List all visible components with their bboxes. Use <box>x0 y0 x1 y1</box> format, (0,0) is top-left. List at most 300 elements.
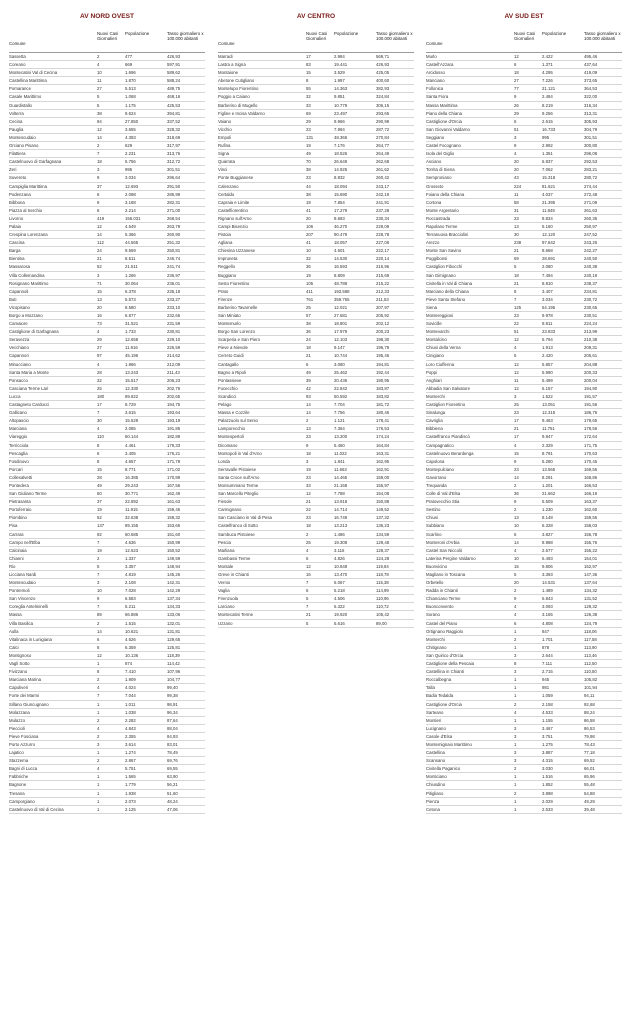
cell-tasso: 118,39 <box>167 652 180 658</box>
cell-comune: Chiesina Uzzanese <box>218 248 256 254</box>
cell-tasso: 241,91 <box>376 199 390 205</box>
cell-comune: San Quirico d'Orcia <box>426 652 464 658</box>
cell-comune: Buonconvento <box>426 604 454 610</box>
table-row <box>9 85 205 93</box>
cell-comune: Cerreto Guidi <box>218 353 244 359</box>
cell-popolazione: 16.733 <box>542 126 556 132</box>
cell-tasso: 272,48 <box>584 191 598 197</box>
cell-tasso: 129,65 <box>167 636 181 642</box>
cell-tasso: 301,51 <box>167 167 181 173</box>
cell-comune: Lajatico <box>9 750 24 756</box>
table-row <box>218 150 414 158</box>
cell-tasso: 192,44 <box>376 369 390 375</box>
cell-tasso: 114,42 <box>167 661 180 667</box>
table-row <box>9 668 205 676</box>
cell-nuovi-casi: 1 <box>514 693 517 699</box>
cell-popolazione: 18.526 <box>334 151 348 157</box>
cell-comune: Montepulciano <box>426 466 454 472</box>
cell-popolazione: 847 <box>542 628 550 634</box>
table-row <box>9 150 205 158</box>
cell-tasso: 118,78 <box>376 572 389 577</box>
cell-nuovi-casi: 110 <box>97 434 104 440</box>
cell-comune: Prato <box>218 288 229 294</box>
cell-tasso: 204,88 <box>584 361 598 367</box>
cell-nuovi-casi: 1 <box>514 798 517 804</box>
cell-comune: Pieve Fosciana <box>9 733 39 739</box>
cell-comune: Calcinaia <box>9 547 27 553</box>
cell-nuovi-casi: 27 <box>97 86 102 92</box>
table-row <box>9 126 205 134</box>
cell-tasso: 99,38 <box>167 693 178 699</box>
cell-tasso: 262,68 <box>376 159 390 165</box>
cell-popolazione: 1.779 <box>125 782 136 788</box>
cell-comune: Castel del Piano <box>426 620 458 626</box>
cell-nuovi-casi: 1 <box>514 628 517 634</box>
cell-tasso: 246,74 <box>167 256 181 262</box>
cell-nuovi-casi: 41 <box>306 207 311 213</box>
cell-comune: Grosseto <box>426 183 444 189</box>
table-row <box>426 199 622 207</box>
cell-tasso: 206,61 <box>584 353 598 359</box>
cell-popolazione: 14.531 <box>542 580 556 586</box>
cell-comune: Montereggioni <box>426 313 454 318</box>
cell-comune: Bagno a Ripoli <box>218 369 246 375</box>
cell-popolazione: 5.751 <box>125 766 136 772</box>
cell-comune: Castelfranco di Sotto <box>218 523 258 529</box>
table-row <box>9 385 205 393</box>
table-row <box>9 563 205 571</box>
cell-nuovi-casi: 18 <box>514 70 519 76</box>
cell-comune: Castagneto Carducci <box>9 402 50 408</box>
cell-nuovi-casi: 4 <box>514 547 517 553</box>
cell-comune: Isola del Giglio <box>426 151 455 157</box>
cell-popolazione: 8.683 <box>334 215 345 221</box>
cell-nuovi-casi: 13 <box>514 223 519 229</box>
cell-comune: Capolona <box>426 458 445 464</box>
cell-tasso: 233,27 <box>167 296 181 302</box>
cell-comune: Santa Maria a Monte <box>9 369 49 375</box>
cell-comune: Borgo San Lorenzo <box>218 329 256 335</box>
cell-comune: Lucca <box>9 393 21 399</box>
cell-popolazione: 22.842 <box>334 385 348 391</box>
cell-popolazione: 5.513 <box>125 86 136 92</box>
cell-nuovi-casi: 3 <box>514 725 517 731</box>
cell-popolazione: 13.565 <box>542 466 556 472</box>
cell-nuovi-casi: 38 <box>306 191 311 197</box>
cell-tasso: 159,46 <box>167 507 181 513</box>
cell-popolazione: 2.282 <box>125 717 136 723</box>
cell-comune: Montelupo Fiorentino <box>218 86 259 92</box>
header-popolazione: Popolazione <box>125 31 150 36</box>
cell-tasso: 170,63 <box>584 450 598 456</box>
cell-comune: Loro Ciuffenna <box>426 361 455 367</box>
table-row <box>9 458 205 466</box>
cell-nuovi-casi: 1 <box>97 701 100 707</box>
cell-comune: Siena <box>426 304 437 310</box>
table-row <box>218 247 414 255</box>
cell-nuovi-casi: 4 <box>514 345 517 351</box>
cell-tasso: 179,65 <box>584 418 598 424</box>
cell-comune: Londa <box>218 458 230 464</box>
cell-comune: San Giovanni Valdarno <box>426 126 470 132</box>
cell-nuovi-casi: 8 <box>97 442 100 448</box>
table-row <box>9 231 205 239</box>
cell-popolazione: 1.913 <box>542 345 553 351</box>
table-row <box>9 701 205 709</box>
cell-comune: Castiglione d'Orcia <box>426 118 462 124</box>
cell-nuovi-casi: 25 <box>514 402 519 408</box>
cell-comune: Monte Argentario <box>426 207 459 213</box>
table-row <box>426 417 622 425</box>
cell-popolazione: 1.274 <box>125 750 136 756</box>
cell-nuovi-casi: 12 <box>514 385 519 391</box>
cell-popolazione: 21.158 <box>334 482 348 488</box>
table-row <box>9 417 205 425</box>
cell-popolazione: 945 <box>542 677 550 683</box>
cell-tasso: 92,68 <box>584 701 595 707</box>
table-row <box>218 620 414 628</box>
cell-tasso: 251,32 <box>167 240 181 246</box>
table-row <box>426 102 622 110</box>
cell-tasso: 133,06 <box>167 612 181 618</box>
cell-comune: Massa Marittima <box>426 102 458 108</box>
cell-tasso: 212,33 <box>376 288 390 294</box>
cell-tasso: 425,05 <box>376 70 390 76</box>
cell-comune: Seravezza <box>9 337 30 343</box>
cell-popolazione: 5.857 <box>542 361 553 367</box>
cell-popolazione: 4.501 <box>334 248 345 254</box>
table-row <box>9 263 205 271</box>
cell-comune: Firenzuola <box>218 596 239 602</box>
cell-nuovi-casi: 5 <box>97 102 100 108</box>
cell-nuovi-casi: 36 <box>306 264 311 270</box>
cell-nuovi-casi: 83 <box>306 62 311 68</box>
cell-comune: Minucciano <box>9 361 31 367</box>
cell-nuovi-casi: 89 <box>97 612 102 618</box>
table-row <box>218 587 414 595</box>
table-row <box>426 344 622 352</box>
cell-tasso: 318,69 <box>167 134 181 140</box>
cell-tasso: 285,99 <box>167 191 181 197</box>
cell-nuovi-casi: 23 <box>514 466 519 472</box>
header-comune: Comune <box>9 41 26 46</box>
cell-nuovi-casi: 69 <box>514 256 519 262</box>
cell-comune: Abbadia San Salvatore <box>426 385 470 391</box>
cell-nuovi-casi: 3 <box>514 669 517 675</box>
cell-tasso: 63,90 <box>167 774 178 780</box>
table-row <box>9 134 205 142</box>
cell-nuovi-casi: 1 <box>97 790 100 796</box>
cell-nuovi-casi: 32 <box>97 377 102 383</box>
cell-comune: Cetona <box>426 806 440 812</box>
cell-comune: Castell'Azzara <box>426 62 454 68</box>
table-row <box>426 749 622 757</box>
cell-nuovi-casi: 4 <box>97 62 100 68</box>
cell-comune: Rignano sull'Arno <box>218 215 252 221</box>
cell-nuovi-casi: 71 <box>97 280 102 286</box>
cell-comune: Camporgiano <box>9 798 35 804</box>
cell-nuovi-casi: 1 <box>514 806 517 812</box>
cell-nuovi-casi: 17 <box>97 402 102 408</box>
cell-tasso: 200,04 <box>584 377 598 383</box>
cell-nuovi-casi: 4 <box>97 329 100 335</box>
cell-tasso: 178,41 <box>376 418 390 424</box>
cell-tasso: 101,94 <box>584 685 598 691</box>
cell-popolazione: 5.794 <box>542 337 553 343</box>
column-av-centro <box>218 12 414 628</box>
cell-popolazione: 28.691 <box>542 256 556 262</box>
cell-tasso: 235,18 <box>167 288 181 294</box>
table-row <box>426 587 622 595</box>
cell-popolazione: 21.395 <box>542 199 556 205</box>
header-popolazione: Popolazione <box>542 31 567 36</box>
cell-nuovi-casi: 8 <box>514 288 517 294</box>
cell-nuovi-casi: 3 <box>306 458 309 464</box>
header-tasso: Tasso giornaliero x 100.000 abitanti <box>584 31 621 41</box>
table-row <box>426 555 622 563</box>
cell-tasso: 313,76 <box>167 151 181 157</box>
table-row <box>426 709 622 717</box>
cell-tasso: 159,00 <box>376 474 390 480</box>
cell-tasso: 178,56 <box>584 426 598 432</box>
cell-tasso: 164,84 <box>376 442 390 448</box>
cell-tasso: 137,34 <box>167 596 181 602</box>
cell-comune: Castiglione d'Orcia <box>426 701 462 707</box>
table-row <box>9 102 205 110</box>
table-row <box>426 401 622 409</box>
cell-nuovi-casi: 50 <box>97 491 102 497</box>
cell-popolazione: 1.997 <box>334 78 345 84</box>
cell-comune: Montecatini Val di Cecina <box>9 70 58 76</box>
table-row <box>9 118 205 126</box>
cell-comune: Chitignano <box>426 644 447 650</box>
cell-nuovi-casi: 131 <box>306 134 314 140</box>
cell-nuovi-casi: 207 <box>306 232 314 238</box>
cell-popolazione: 22.892 <box>125 499 139 505</box>
table-row <box>9 61 205 69</box>
table-row <box>218 474 414 482</box>
table-row <box>218 280 414 288</box>
cell-tasso: 87,64 <box>167 717 178 723</box>
table-row <box>9 450 205 458</box>
cell-comune: Pontedera <box>9 482 29 488</box>
cell-tasso: 145,26 <box>167 572 181 577</box>
cell-nuovi-casi: 2 <box>514 507 517 513</box>
cell-popolazione: 97.842 <box>542 240 556 246</box>
cell-popolazione: 5.756 <box>125 159 136 165</box>
cell-tasso: 242,19 <box>376 191 390 197</box>
cell-popolazione: 3.407 <box>542 288 553 294</box>
cell-tasso: 137,64 <box>584 580 598 586</box>
cell-comune: Fucecchio <box>218 385 238 391</box>
cell-popolazione: 2.533 <box>542 806 553 812</box>
cell-nuovi-casi: 19 <box>306 272 311 278</box>
cell-nuovi-casi: 2 <box>514 482 517 488</box>
cell-comune: Chianni <box>9 555 24 561</box>
cell-tasso: 110,96 <box>376 596 389 602</box>
cell-nuovi-casi: 1 <box>97 774 100 780</box>
cell-popolazione: 7.111 <box>542 661 553 667</box>
cell-nuovi-casi: 7 <box>306 580 309 586</box>
cell-nuovi-casi: 21 <box>514 248 519 254</box>
cell-nuovi-casi: 23 <box>306 126 311 132</box>
cell-tasso: 153,66 <box>167 523 181 529</box>
cell-popolazione: 10.621 <box>125 628 139 634</box>
cell-tasso: 238,37 <box>584 280 598 286</box>
cell-popolazione: 25.462 <box>334 369 348 375</box>
cell-popolazione: 5.280 <box>542 458 553 464</box>
cell-popolazione: 8.219 <box>542 102 553 108</box>
cell-tasso: 305,93 <box>584 118 598 124</box>
cell-popolazione: 21.511 <box>125 264 138 270</box>
cell-nuovi-casi: 27 <box>514 78 519 84</box>
cell-nuovi-casi: 5 <box>514 264 517 270</box>
cell-comune: Poggibonsi <box>426 256 448 262</box>
table-row <box>426 110 622 118</box>
cell-nuovi-casi: 29 <box>306 118 311 124</box>
table-row <box>9 296 205 304</box>
cell-tasso: 200,23 <box>376 329 390 335</box>
table-row <box>9 158 205 166</box>
cell-tasso: 134,33 <box>167 604 181 610</box>
cell-popolazione: 7.854 <box>334 199 345 205</box>
table-row <box>9 207 205 215</box>
cell-comune: Semproniano <box>426 175 452 181</box>
cell-tasso: 78,43 <box>584 741 595 747</box>
cell-nuovi-casi: 1 <box>514 782 517 788</box>
cell-nuovi-casi: 69 <box>306 110 311 116</box>
cell-popolazione: 8.771 <box>125 466 136 472</box>
cell-nuovi-casi: 2 <box>97 54 100 59</box>
cell-nuovi-casi: 49 <box>97 482 102 488</box>
cell-nuovi-casi: 5 <box>514 572 517 577</box>
cell-popolazione: 9.966 <box>334 118 345 124</box>
cell-nuovi-casi: 2 <box>514 636 517 642</box>
cell-popolazione: 13.918 <box>334 499 348 505</box>
cell-tasso: 142,31 <box>167 580 181 586</box>
cell-nuovi-casi: 8 <box>97 644 100 650</box>
cell-comune: Vicchio <box>218 126 232 132</box>
table-row <box>218 255 414 263</box>
cell-comune: Arezzo <box>426 240 440 246</box>
cell-tasso: 148,94 <box>167 563 181 569</box>
table-row <box>426 320 622 328</box>
cell-nuovi-casi: 6 <box>514 620 517 626</box>
table-row <box>9 215 205 223</box>
table-row <box>218 53 414 61</box>
cell-nuovi-casi: 14 <box>306 402 311 408</box>
cell-comune: Rio <box>9 563 16 569</box>
cell-nuovi-casi: 29 <box>514 110 519 116</box>
cell-popolazione: 3.080 <box>334 361 345 367</box>
table-row <box>426 247 622 255</box>
cell-comune: Abetone Cutigliano <box>218 78 255 84</box>
cell-popolazione: 30.771 <box>125 491 139 497</box>
table-body <box>218 53 414 628</box>
cell-tasso: 158,03 <box>584 523 598 529</box>
table-row <box>9 773 205 781</box>
cell-nuovi-casi: 3 <box>97 167 100 173</box>
table-row <box>9 676 205 684</box>
table-row <box>218 344 414 352</box>
cell-popolazione: 7.062 <box>542 167 553 173</box>
cell-comune: Guardistallo <box>9 102 32 108</box>
cell-popolazione: 1.489 <box>542 588 553 594</box>
cell-nuovi-casi: 9 <box>97 175 100 181</box>
cell-tasso: 114,99 <box>376 588 389 594</box>
cell-nuovi-casi: 92 <box>97 531 102 537</box>
cell-nuovi-casi: 19 <box>306 143 311 149</box>
table-row <box>218 595 414 603</box>
cell-nuovi-casi: 2 <box>97 620 100 626</box>
cell-popolazione: 8.834 <box>542 215 553 221</box>
cell-popolazione: 3.887 <box>542 750 553 756</box>
cell-comune: Ponte Buggianese <box>218 175 254 181</box>
cell-popolazione: 16.749 <box>334 515 348 521</box>
cell-tasso: 48,24 <box>167 798 178 804</box>
cell-tasso: 233,10 <box>167 304 181 310</box>
cell-comune: Carmignano <box>218 507 242 513</box>
cell-nuovi-casi: 105 <box>306 280 314 286</box>
cell-nuovi-casi: 21 <box>97 256 102 262</box>
cell-popolazione: 4.826 <box>334 555 345 561</box>
cell-nuovi-casi: 25 <box>97 385 102 391</box>
cell-nuovi-casi: 9 <box>306 442 309 448</box>
table-row <box>218 393 414 401</box>
cell-tasso: 243,17 <box>376 183 390 189</box>
cell-comune: Terranuova Bracciolini <box>426 232 469 238</box>
table-row <box>9 765 205 773</box>
table-row <box>218 433 414 441</box>
cell-tasso: 268,54 <box>167 215 181 221</box>
cell-nuovi-casi: 1 <box>514 774 517 780</box>
table-row <box>9 166 205 174</box>
cell-comune: Monsummano Terme <box>218 482 259 488</box>
cell-popolazione: 13.243 <box>125 369 139 375</box>
table-row <box>426 806 622 814</box>
column-av-nord-ovest <box>9 12 205 814</box>
cell-popolazione: 21.662 <box>542 491 556 497</box>
table-row <box>9 547 205 555</box>
cell-popolazione: 3.898 <box>542 790 553 796</box>
header-nuovi-casi: Nuovi Casi Giornalieri <box>306 31 328 41</box>
cell-comune: Chiusi della Verna <box>426 345 461 351</box>
cell-comune: Vaiano <box>218 118 232 124</box>
table-header <box>9 31 205 53</box>
cell-nuovi-casi: 11 <box>97 78 102 84</box>
cell-tasso: 205,92 <box>376 313 390 318</box>
table-row <box>426 352 622 360</box>
table-row <box>218 611 414 619</box>
cell-popolazione: 5.460 <box>334 442 345 448</box>
cell-popolazione: 50.592 <box>334 393 348 399</box>
table-row <box>426 77 622 85</box>
cell-comune: Pitigliano <box>426 790 444 796</box>
cell-comune: Bibbiena <box>426 426 443 432</box>
table-row <box>218 531 414 539</box>
cell-popolazione: 2.029 <box>542 798 553 804</box>
table-row <box>9 595 205 603</box>
table-row <box>218 191 414 199</box>
cell-nuovi-casi: 3 <box>514 750 517 756</box>
cell-tasso: 227,06 <box>376 240 390 246</box>
cell-comune: Ponsacco <box>9 377 28 383</box>
cell-nuovi-casi: 3 <box>97 741 100 747</box>
table-row <box>9 628 205 636</box>
cell-popolazione: 3.615 <box>125 410 136 416</box>
cell-popolazione: 16.593 <box>334 264 348 270</box>
cell-comune: Laterina Pergine Valdarno <box>426 555 476 561</box>
